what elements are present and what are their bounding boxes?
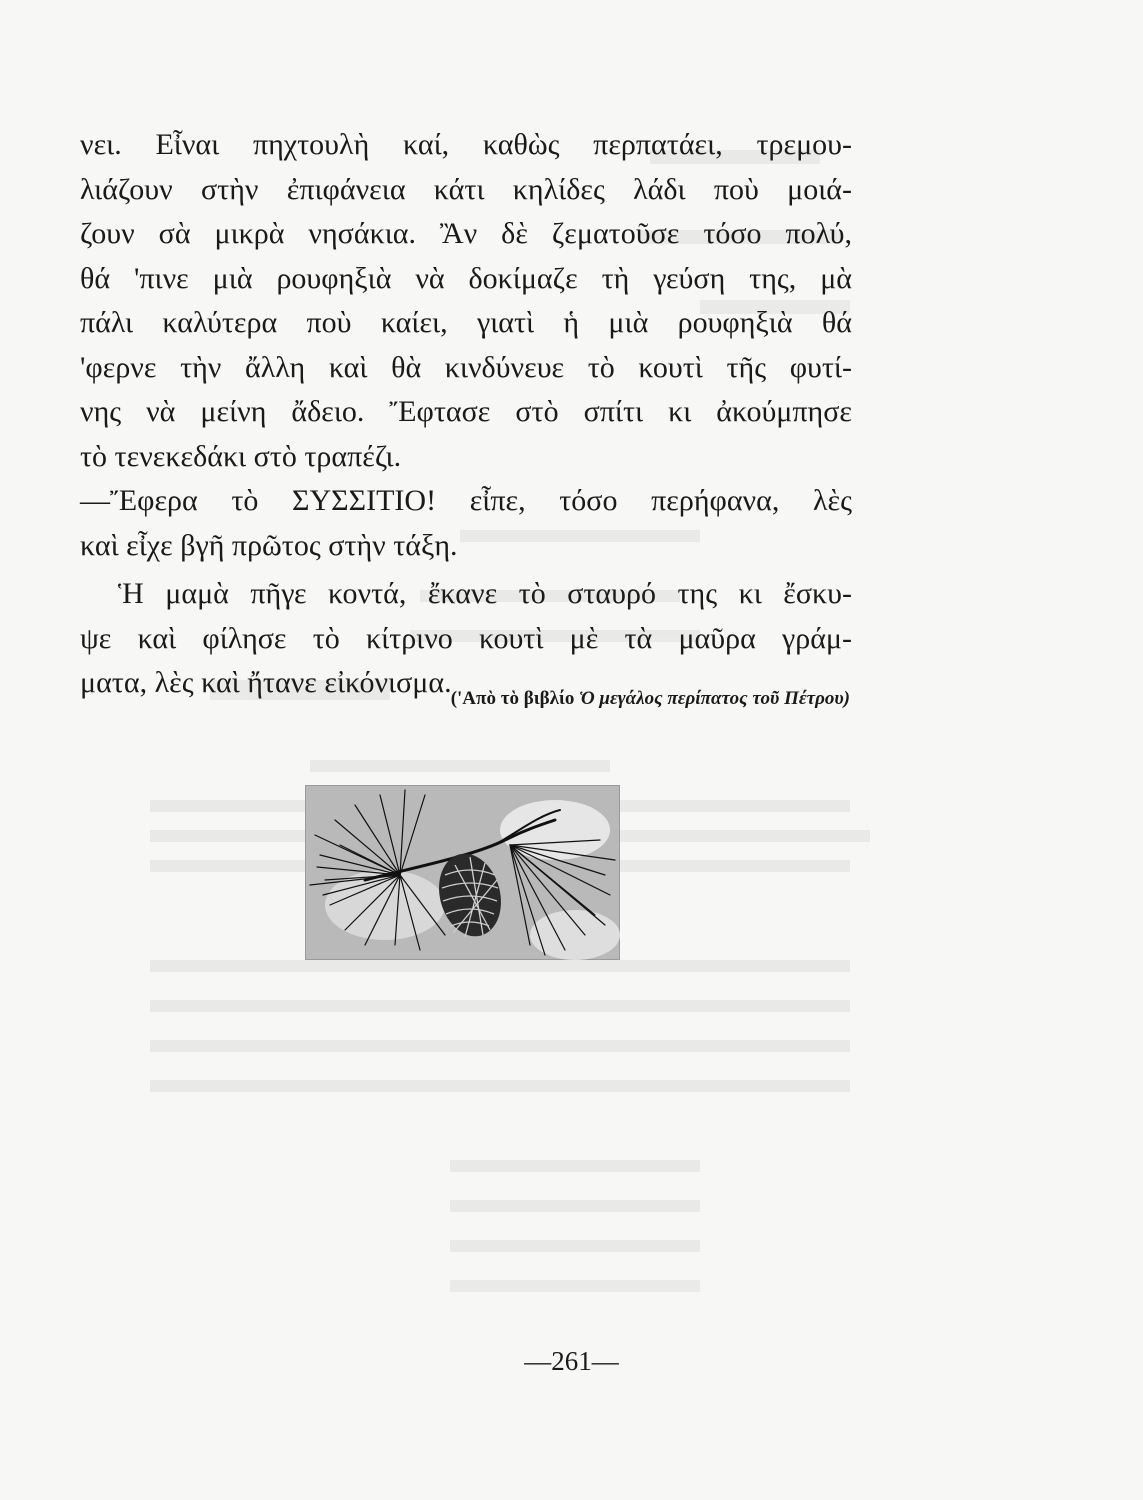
pine-cone-branch-icon xyxy=(305,785,620,960)
text-line: ψε καὶ φίλησε τὸ κίτρινο κουτὶ μὲ τὰ μαῦρα γράμ- xyxy=(80,621,852,655)
paragraph-2 xyxy=(80,479,852,568)
text-line: 'φερνε τὴν ἄλλη καὶ θὰ κινδύνευε τὸ κουτὶ τῆς φυτί- xyxy=(80,350,852,384)
source-citation xyxy=(330,688,850,710)
text-line: ζουν σὰ μικρὰ νησάκια. Ἂν δὲ ζεματοῦσε τόσο πολύ, xyxy=(80,217,852,250)
text-line: —Ἔφερα τὸ ΣΥΣΣΙΤΙΟ! εἶπε, τόσο περήφανα, λὲς xyxy=(80,484,852,517)
text-line: ματα, λὲς καὶ ἤτανε εἰκόνισμα. xyxy=(80,666,452,699)
text-line: Ἡ μαμὰ πῆγε κοντά, ἔκανε τὸ σταυρό της κι ἔσκυ- xyxy=(118,577,852,610)
citation-prefix: ('Απὸ τὸ βιβλίο xyxy=(450,688,580,709)
body-text xyxy=(80,123,852,706)
text-line: θά 'πινε μιὰ ρουφηξιὰ νὰ δοκίμαζε τὴ γεύση της, μὰ xyxy=(80,261,852,295)
text-line: τὸ τενεκεδάκι στὸ τραπέζι. xyxy=(80,439,402,473)
book-title: Ὁ μεγάλος περίπατος τοῦ Πέτρου) xyxy=(579,688,850,709)
page-number: —261— xyxy=(524,1346,619,1376)
paragraph-3 xyxy=(80,572,852,706)
text-line: νης νὰ μείνη ἄδειο. Ἔφτασε στὸ σπίτι κι ἀκούμπησε xyxy=(80,395,852,428)
text-line: νει. Εἶναι πηχτουλὴ καί, καθὼς περπατάει, τρεμου- xyxy=(80,128,852,161)
text-line: πάλι καλύτερα ποὺ καίει, γιατὶ ἡ μιὰ ρουφηξιὰ θά xyxy=(80,306,852,339)
text-line: λιάζουν στὴν ἐπιφάνεια κάτι κηλίδες λάδι ποὺ μοιά- xyxy=(80,172,852,206)
paragraph-1 xyxy=(80,123,852,479)
text-line: καὶ εἶχε βγῆ πρῶτος στὴν τάξη. xyxy=(80,528,458,562)
